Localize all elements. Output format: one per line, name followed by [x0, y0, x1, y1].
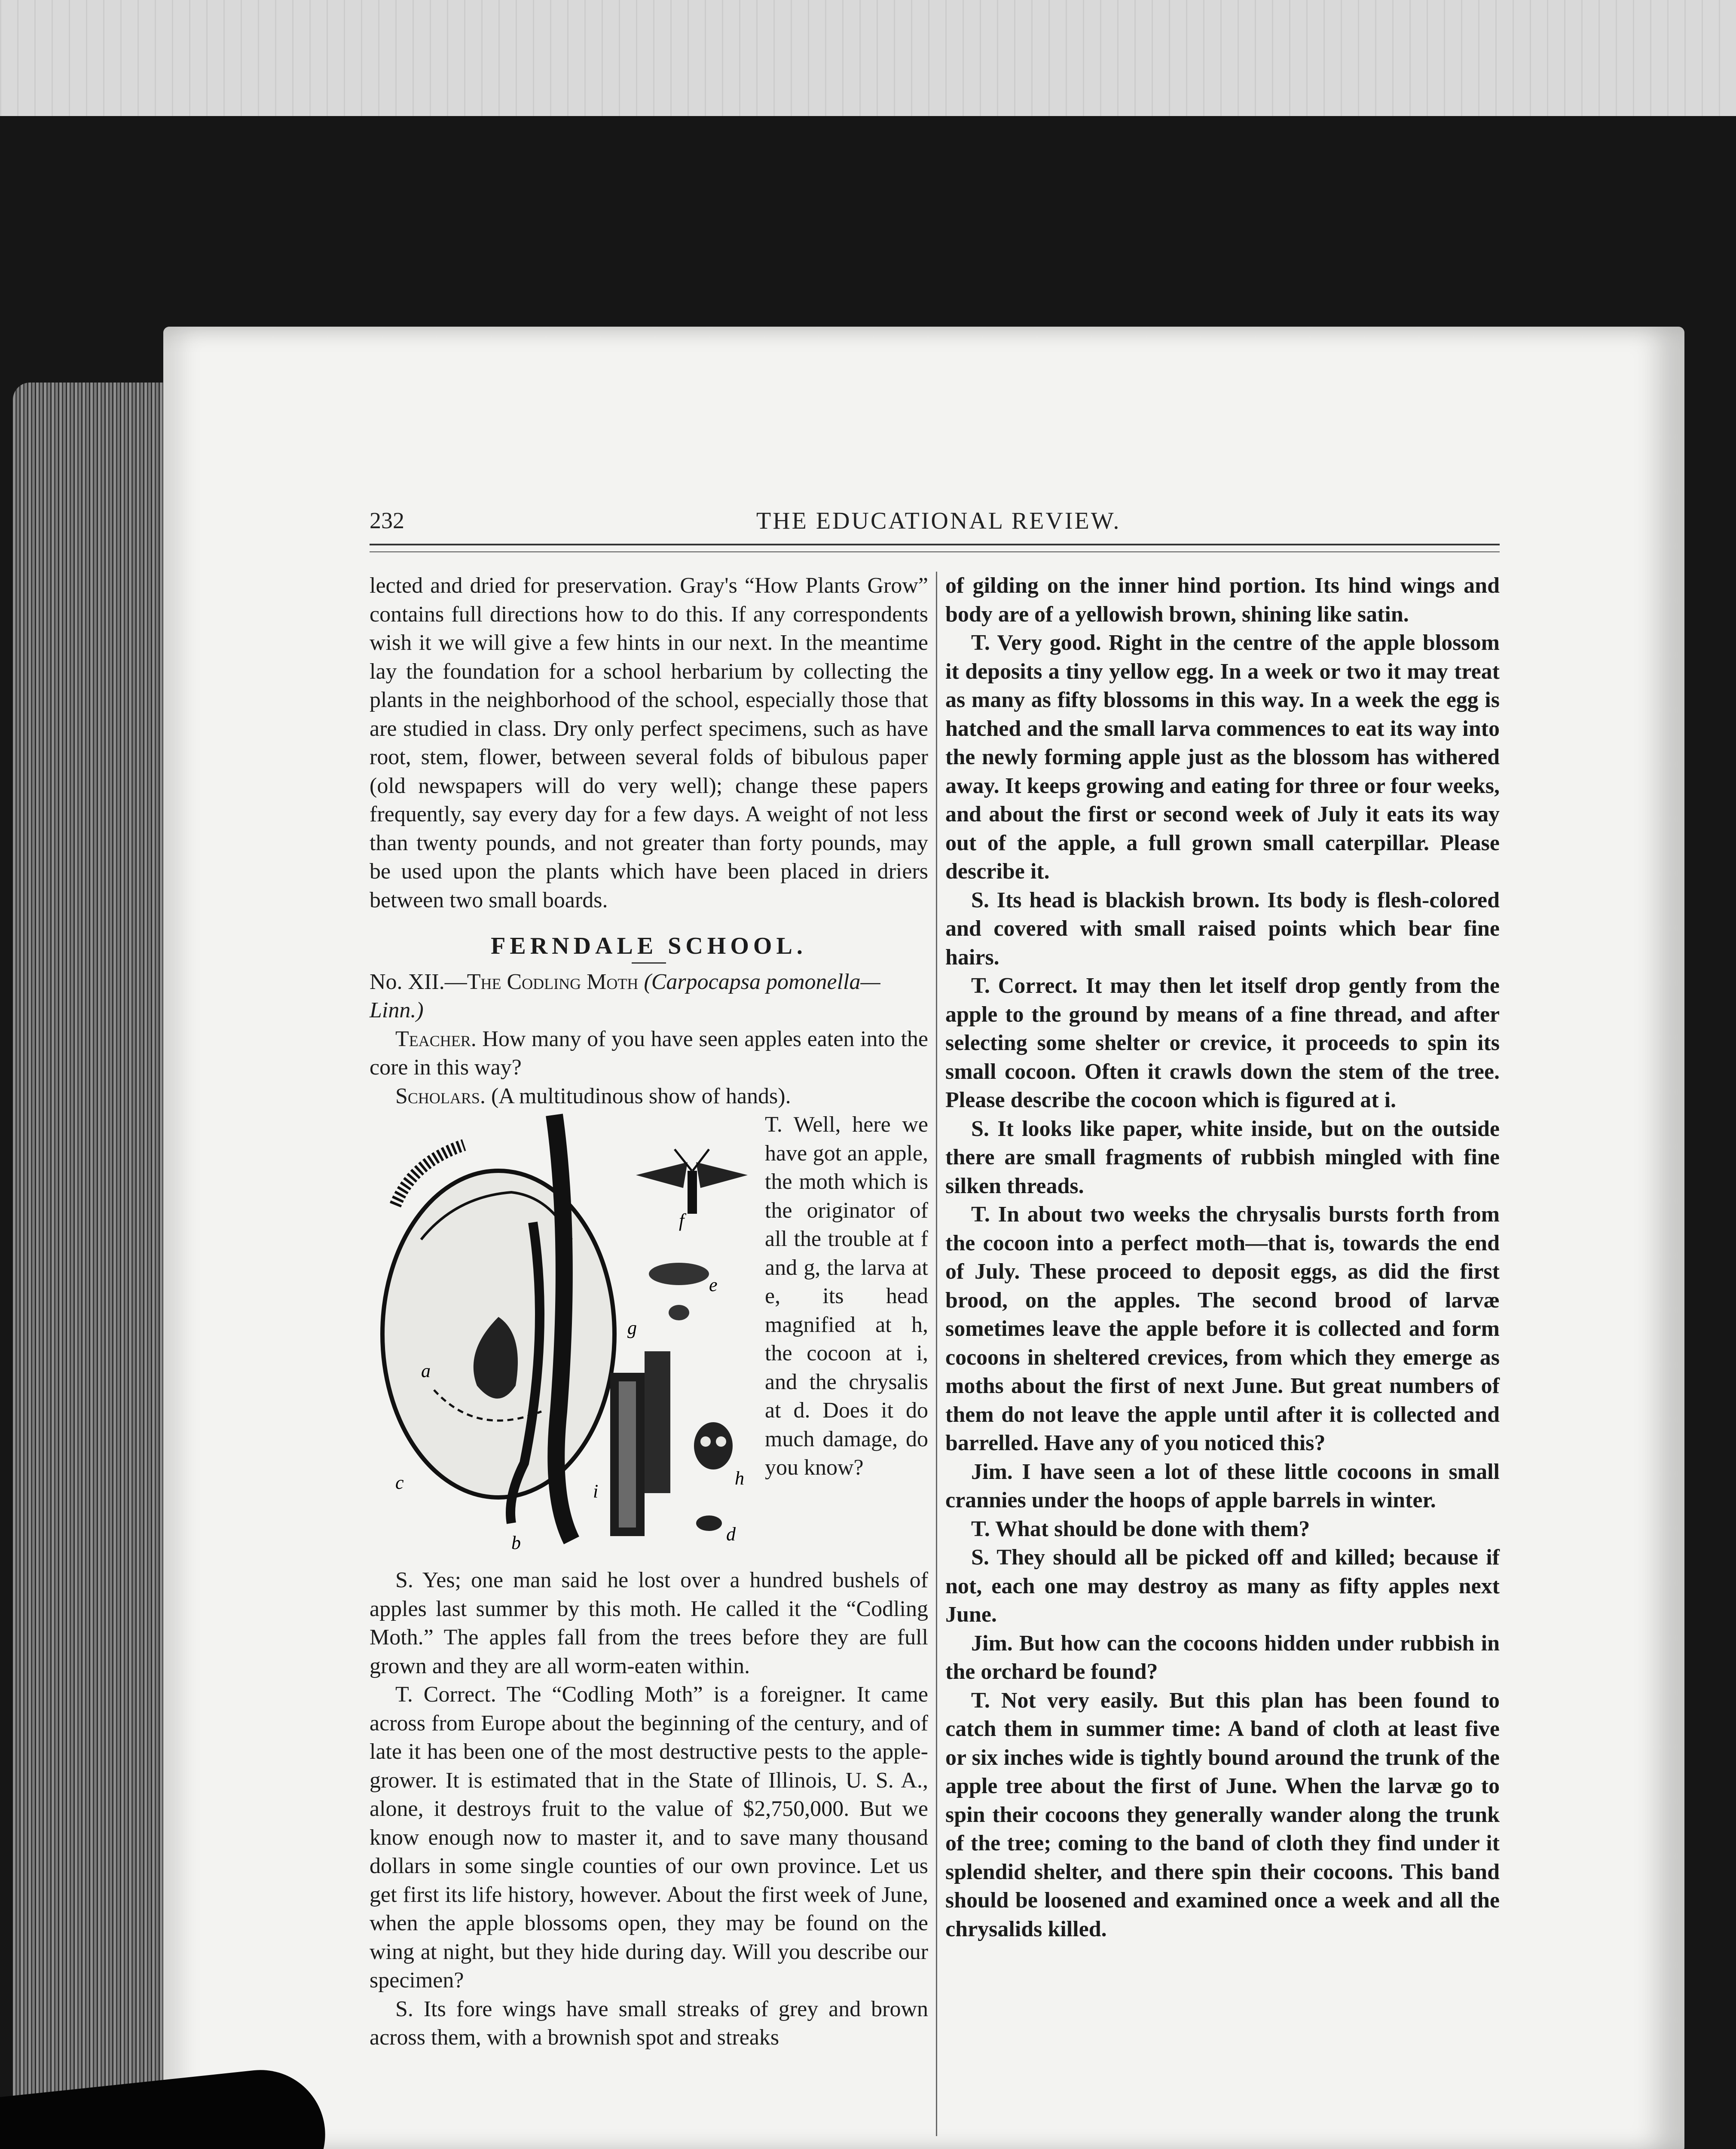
column-divider [936, 572, 937, 2136]
figure-caption-text [765, 1111, 928, 1482]
book-page-edges [13, 383, 172, 2149]
figure-block [370, 1111, 928, 1712]
paragraph: S. Its head is blackish brown. Its body is flesh-colored and covered with small raised points which bear fine hairs. [945, 888, 1500, 970]
paragraph: T. Correct. The “Codling Moth” is a foreigner. It came across from Europe about the beginning of the century, and of late it has been one of the most destructive pests to the apple-grower. It is estimated that in the State of Illinois, U. S. A., alone, it destroys fruit to the value of $2,750,000. But we know enough now to master it, and to save many thousand dollars in some single counties of our own province. Let us get first its life history, however. About the first week of June, when the apple blossoms open, they may be found on the wing at night, but they hide during day. Will you describe our specimen? [370, 1682, 928, 1993]
scholars-line [370, 1082, 928, 1111]
teacher-line [370, 1025, 928, 1082]
paragraph: T. In about two weeks the chrysalis bursts forth from the cocoon into a perfect moth—that is, towards the end of July. These proceed to deposit eggs, as did the first brood, on the apples. The second brood of larvæ sometimes leave the apple before it is collected and form cocoons in sheltered crevices, from which they emerge as moths about the first of next June. But great numbers of them do not leave the apple until after it is collected and barrelled. Have any of you noticed this? [945, 1202, 1500, 1455]
paragraph: Jim. But how can the cocoons hidden under rubbish in the orchard be found? [945, 1631, 1500, 1684]
left-column [370, 572, 928, 2052]
speech-text: (A multitudinous show of hands). [485, 1084, 791, 1108]
speaker-label: Teacher. [395, 1026, 477, 1051]
running-title: THE EDUCATIONAL REVIEW. [756, 508, 1121, 534]
paragraph: of gilding on the inner hind portion. Its hind wings and body are of a yellowish brown, shining like satin. [945, 573, 1500, 627]
page-header [370, 507, 1530, 537]
paragraph: Jim. I have seen a lot of these little cocoons in small crannies under the hoops of apple barrels in winter. [945, 1459, 1500, 1512]
paragraph: S. Its fore wings have small streaks of grey and brown across them, with a brownish spot and streaks [370, 1996, 928, 2050]
figure-label: b [511, 1532, 521, 1553]
paragraph: T. Not very easily. But this plan has been found to catch them in summer time: A band of cloth at least five or six inches wide is tightly bound around the trunk of the apple tree about the first of June. When the larvæ go to spin their cocoons they generally wander along the trunk of the tree; coming to the band of cloth they find under it splendid shelter, and there spin their cocoons. This band should be loosened and examined once a week and all the chrysalids killed. [945, 1688, 1500, 1941]
heading-rule [632, 962, 666, 964]
page-number: 232 [370, 508, 404, 533]
film-border-top [0, 0, 1736, 116]
figure-label: c [395, 1472, 404, 1493]
figure-label: d [726, 1524, 736, 1545]
lesson-number: No. XII.— [370, 969, 467, 994]
lesson-title [370, 968, 928, 1025]
paragraph: T. What should be done with them? [971, 1516, 1310, 1541]
paragraph: S. They should all be picked off and killed; because if not, each one may destroy as many as fifty apples next June. [945, 1545, 1500, 1627]
paragraph: lected and dried for preservation. Gray's “How Plants Grow” contains full directions how to do this. If any correspondents wish it we will give a few hints in our next. In the meantime lay the foundation for a school herbarium by collecting the plants in the neighborhood of the school, especially those that are studied in class. Dry only perfect specimens, such as have root, stem, flower, between several folds of bibulous paper (old newspapers will do very well); change these papers frequently, say every day for a few days. A weight of not less than twenty pounds, and not greater than forty pounds, may be used upon the plants which have been placed in driers between two small boards. [370, 573, 928, 912]
figure-label: f [679, 1210, 685, 1231]
paragraph: S. It looks like paper, white inside, but on the outside there are small fragments of rubbish mingled with fine silken threads. [945, 1116, 1500, 1198]
lesson-species: (Carpocapsa pomonella—Linn.) [370, 969, 880, 1022]
paragraph: T. Very good. Right in the centre of the apple blossom it deposits a tiny yellow egg. In a week or two it may treat as many as fifty blossoms in this way. In a week the egg is hatched and the small larva commences to eat its way into the newly forming apple just as the blossom has withered away. It keeps growing and eating for three or four weeks, and about the first or second week of July it eats its way out of the apple, a full grown small caterpillar. Please describe it. [945, 631, 1500, 884]
paragraph: S. Yes; one man said he lost over a hundred bushels of apples last summer by this moth. He called it the “Codling Moth.” The apples fall from the trees before they are full grown and they are all worm-eaten within. [370, 1568, 928, 1678]
section-heading: FERNDALE SCHOOL. [491, 933, 807, 959]
paragraph: T. Correct. It may then let itself drop gently from the apple to the ground by means of a fine thread, and after selecting some shelter or crevice, it proceeds to spin its small cocoon. Often it crawls down the stem of the tree. Please describe the cocoon which is figured at i. [945, 973, 1500, 1112]
figure-label: i [593, 1481, 599, 1502]
speech-text: How many of you have seen apples eaten into the core in this way? [370, 1026, 928, 1080]
right-column [945, 572, 1500, 1944]
codling-moth-illustration [370, 1111, 756, 1558]
figure-label: g [627, 1317, 637, 1338]
lesson-name: The Codling Moth [467, 969, 639, 994]
figure-label: e [709, 1274, 718, 1295]
paragraph: T. Well, here we have got an apple, the moth which is the originator of all the trouble at f and g, the larva at e, its head magnified at h, the cocoon at i, and the chrysalis at d. Does it do much damage, do you know? [765, 1112, 928, 1480]
speaker-label: Scholars. [395, 1084, 486, 1108]
figure-label: a [421, 1360, 431, 1381]
header-rule [370, 544, 1500, 552]
figure-label: h [735, 1468, 744, 1489]
